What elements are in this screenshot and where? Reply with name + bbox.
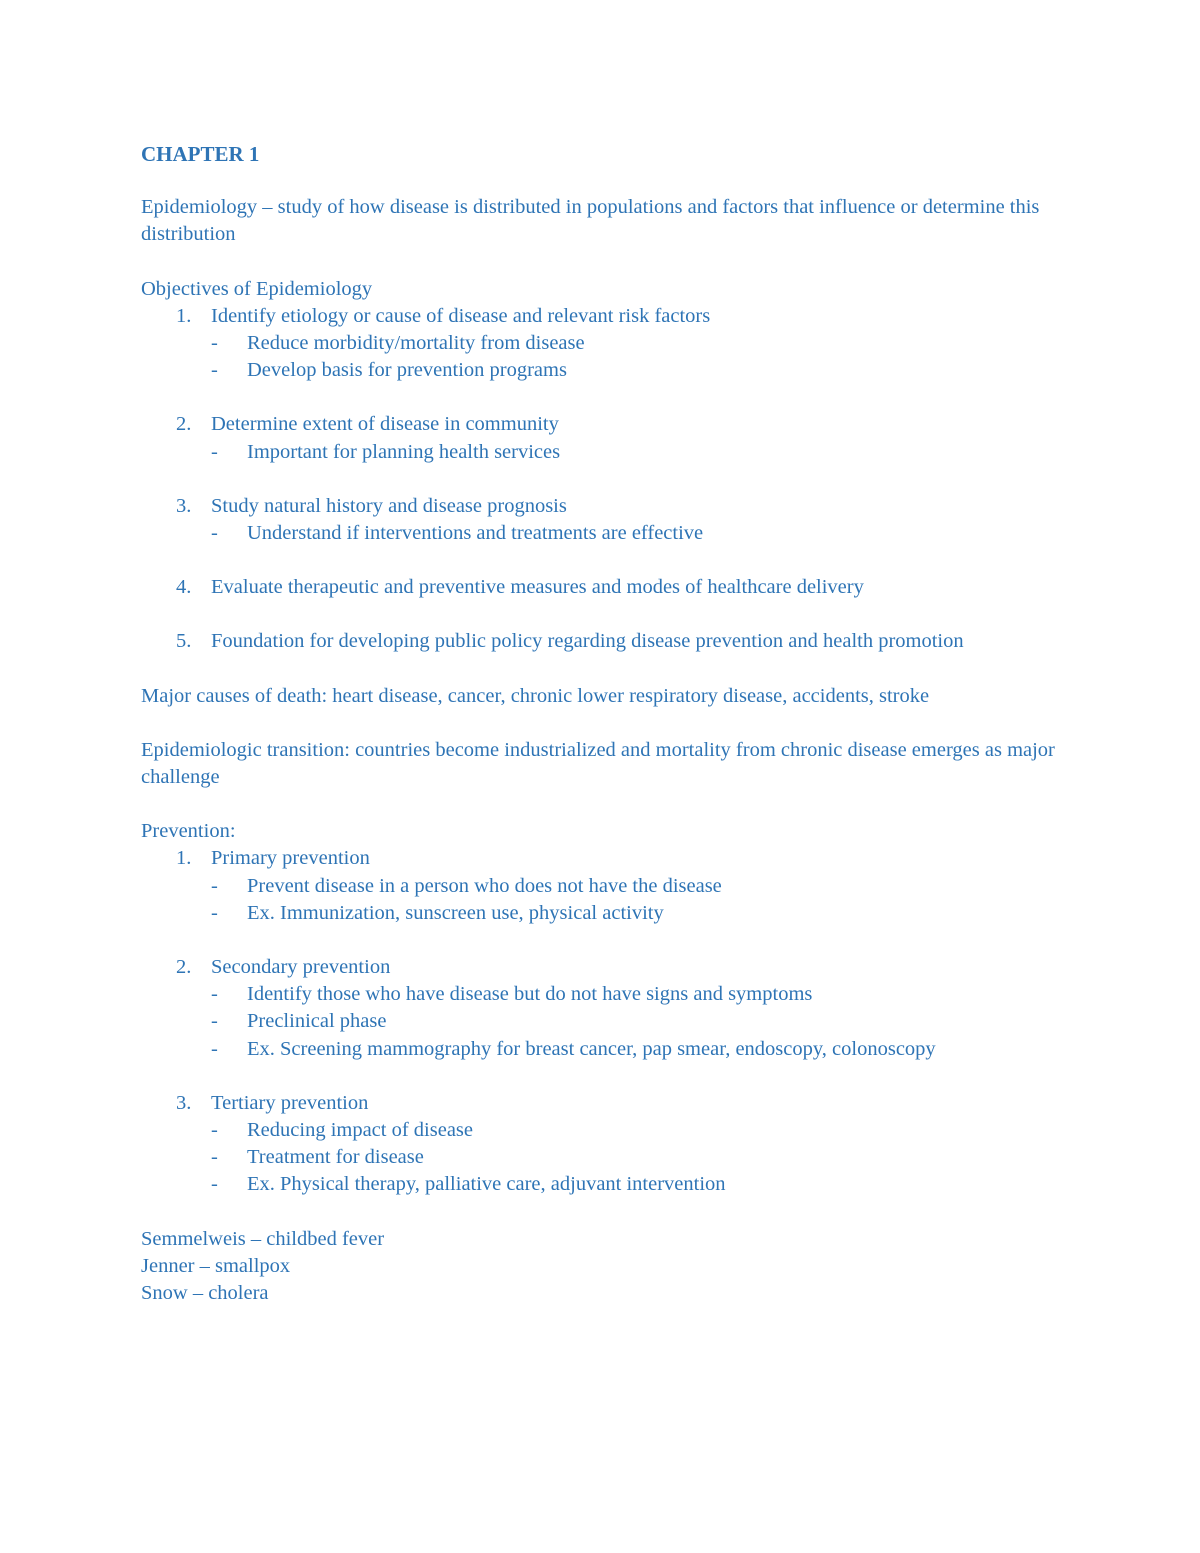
sub-item-text: Ex. Screening mammography for breast cancer, pap smear, endoscopy, colonoscopy (247, 1037, 936, 1060)
item-number: 2. (176, 413, 192, 436)
sub-item (141, 873, 1061, 900)
sub-item-text: Prevent disease in a person who does not have the disease (247, 874, 722, 897)
sub-item (141, 357, 1061, 384)
numbered-item-row (141, 574, 1061, 601)
sub-item (141, 520, 1061, 547)
definition-paragraph: Epidemiology – study of how disease is distributed in populations and factors that influence or determine this distribution (141, 196, 1040, 246)
item-text: Secondary prevention (211, 956, 391, 979)
dash-bullet: - (211, 1146, 218, 1169)
people-item: Jenner – smallpox (141, 1254, 291, 1277)
dash-bullet: - (211, 522, 218, 545)
people-item: Snow – cholera (141, 1282, 269, 1305)
numbered-item-row (141, 628, 1061, 655)
sub-item (141, 1117, 1061, 1144)
numbered-item (141, 411, 1061, 465)
item-text: Study natural history and disease prognosis (211, 494, 567, 517)
sub-item-text: Identify those who have disease but do not have signs and symptoms (247, 983, 813, 1006)
item-number: 3. (176, 494, 192, 517)
sub-item (141, 900, 1061, 927)
sub-item-text: Preclinical phase (247, 1010, 387, 1033)
sub-item (141, 981, 1061, 1008)
sub-item-text: Reduce morbidity/mortality from disease (247, 332, 585, 355)
sub-item-text: Treatment for disease (247, 1146, 424, 1169)
people-list (141, 1226, 1061, 1308)
item-number: 4. (176, 576, 192, 599)
sub-item-text: Important for planning health services (247, 440, 561, 463)
item-text: Foundation for developing public policy regarding disease prevention and health promotion (211, 630, 964, 653)
dash-bullet: - (211, 332, 218, 355)
item-text: Primary prevention (211, 847, 370, 870)
sub-item-text: Understand if interventions and treatments are effective (247, 522, 704, 545)
prevention-section (141, 818, 1061, 1198)
dash-bullet: - (211, 359, 218, 382)
item-number: 2. (176, 956, 192, 979)
dash-bullet: - (211, 1037, 218, 1060)
item-number: 1. (176, 847, 192, 870)
chapter-heading: CHAPTER 1 (141, 142, 260, 166)
item-number: 1. (176, 304, 192, 327)
people-item: Semmelweis – childbed fever (141, 1227, 385, 1250)
sub-item-text: Reducing impact of disease (247, 1119, 474, 1142)
sub-item-text: Develop basis for prevention programs (247, 359, 567, 382)
dash-bullet: - (211, 440, 218, 463)
prevention-list (141, 845, 1061, 1198)
sub-item-text: Ex. Immunization, sunscreen use, physical activity (247, 901, 664, 924)
item-number: 5. (176, 630, 192, 653)
numbered-item-row (141, 954, 1061, 981)
objectives-section (141, 276, 1061, 656)
dash-bullet: - (211, 874, 218, 897)
numbered-item (141, 303, 1061, 385)
numbered-item-row (141, 303, 1061, 330)
numbered-item-row (141, 1090, 1061, 1117)
item-text: Evaluate therapeutic and preventive measures and modes of healthcare delivery (211, 576, 864, 599)
dash-bullet: - (211, 1119, 218, 1142)
dash-bullet: - (211, 901, 218, 924)
sub-item (141, 330, 1061, 357)
numbered-item (141, 954, 1061, 1063)
dash-bullet: - (211, 983, 218, 1006)
numbered-item (141, 493, 1061, 547)
numbered-item (141, 628, 1061, 655)
numbered-item (141, 845, 1061, 927)
item-number: 3. (176, 1091, 192, 1114)
numbered-item-row (141, 845, 1061, 872)
transition-paragraph: Epidemiologic transition: countries become industrialized and mortality from chronic disease emerges as major challenge (141, 738, 1055, 789)
sub-item (141, 1171, 1061, 1198)
dash-bullet: - (211, 1010, 218, 1033)
sub-item (141, 439, 1061, 466)
item-text: Tertiary prevention (211, 1091, 369, 1114)
item-text: Determine extent of disease in community (211, 413, 559, 436)
numbered-item-row (141, 411, 1061, 438)
sub-item-text: Ex. Physical therapy, palliative care, adjuvant intervention (247, 1173, 726, 1196)
major-causes-paragraph: Major causes of death: heart disease, cancer, chronic lower respiratory disease, accidents, stroke (141, 684, 930, 707)
sub-item (141, 1036, 1061, 1063)
document-content (141, 141, 1061, 1307)
objectives-list (141, 303, 1061, 656)
numbered-item (141, 574, 1061, 601)
prevention-title: Prevention: (141, 820, 236, 843)
numbered-item (141, 1090, 1061, 1199)
item-text: Identify etiology or cause of disease and relevant risk factors (211, 304, 711, 327)
sub-item (141, 1008, 1061, 1035)
numbered-item-row (141, 493, 1061, 520)
dash-bullet: - (211, 1173, 218, 1196)
objectives-title: Objectives of Epidemiology (141, 277, 373, 300)
sub-item (141, 1144, 1061, 1171)
